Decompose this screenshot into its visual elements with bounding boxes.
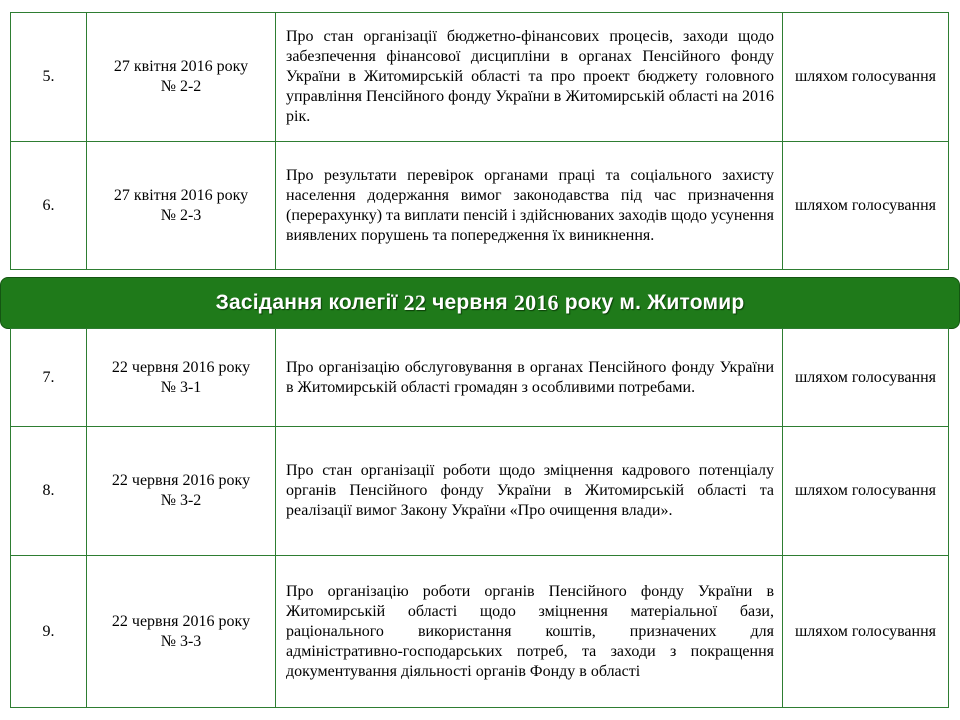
row-number: 9. [11,556,87,708]
banner-day: 22 [403,290,427,315]
agenda-topic: Про організацію роботи органів Пенсійного фонду України в Житомирській області щодо зміцнення матеріальної бази, раціонального використання коштів, призначених для адміністративно-господарських потреб, та заходи з покращення документування діяльності органів Фонду в області [276,556,783,708]
decision-method: шляхом голосування [783,13,949,142]
decision-method: шляхом голосування [783,329,949,427]
agenda-table-top [10,12,949,270]
decision-date: 22 червня 2016 року [111,358,251,376]
decision-method: шляхом голосування [783,427,949,556]
decision-number: № 3-1 [160,378,202,396]
decision-date: 22 червня 2016 року [111,472,251,489]
decision-method: шляхом голосування [783,142,949,270]
banner-text-1: Засідання колегії [215,291,404,314]
agenda-topic: Про стан організації бюджетно-фінансових процесів, заходи щодо забезпечення фінансової дисципліни в органах Пенсійного фонду України в Житомирській області та про проект бюджету головного управління Пенсійного фонду України в Житомирській області на 2016 рік. [276,13,783,142]
agenda-table-bottom [10,328,949,708]
decision-date-cell [87,556,276,708]
decision-date: 27 квітня 2016 року [113,186,249,204]
decision-number: № 3-2 [160,492,202,509]
row-number: 5. [11,13,87,142]
banner-text-3: року м. Житомир [558,291,745,314]
agenda-topic: Про організацію обслуговування в органах Пенсійного фонду України в Житомирській області громадян з особливими потребами. [276,329,783,427]
decision-method: шляхом голосування [783,556,949,708]
agenda-topic: Про результати перевірок органами праці та соціального захисту населення додержання вимог законодавства під час призначення (перерахунку) та виплати пенсій і здійснюваних заходів щодо усунення виявлених порушень та попередження їх виникнення. [276,142,783,270]
decision-date: 27 квітня 2016 року [113,58,249,75]
table-row [11,556,949,708]
row-number: 6. [11,142,87,270]
session-banner [0,277,960,329]
decision-date-cell [87,13,276,142]
table-row [11,142,949,270]
row-number: 7. [11,329,87,427]
table-row [11,427,949,556]
row-number: 8. [11,427,87,556]
table-row [11,13,949,142]
banner-text-2: червня [426,291,514,314]
agenda-topic: Про стан організації роботи щодо зміцнення кадрового потенціалу органів Пенсійного фонду України в Житомирській області та реалізації вимог Закону України «Про очищення влади». [276,427,783,556]
decision-date-cell [87,142,276,270]
banner-year: 2016 [513,290,559,315]
decision-number: № 2-3 [160,206,202,224]
decision-date-cell [87,427,276,556]
decision-date: 22 червня 2016 року [111,612,251,630]
decision-date-cell [87,329,276,427]
decision-number: № 3-3 [160,632,202,650]
table-row [11,329,949,427]
decision-number: № 2-2 [160,78,202,95]
